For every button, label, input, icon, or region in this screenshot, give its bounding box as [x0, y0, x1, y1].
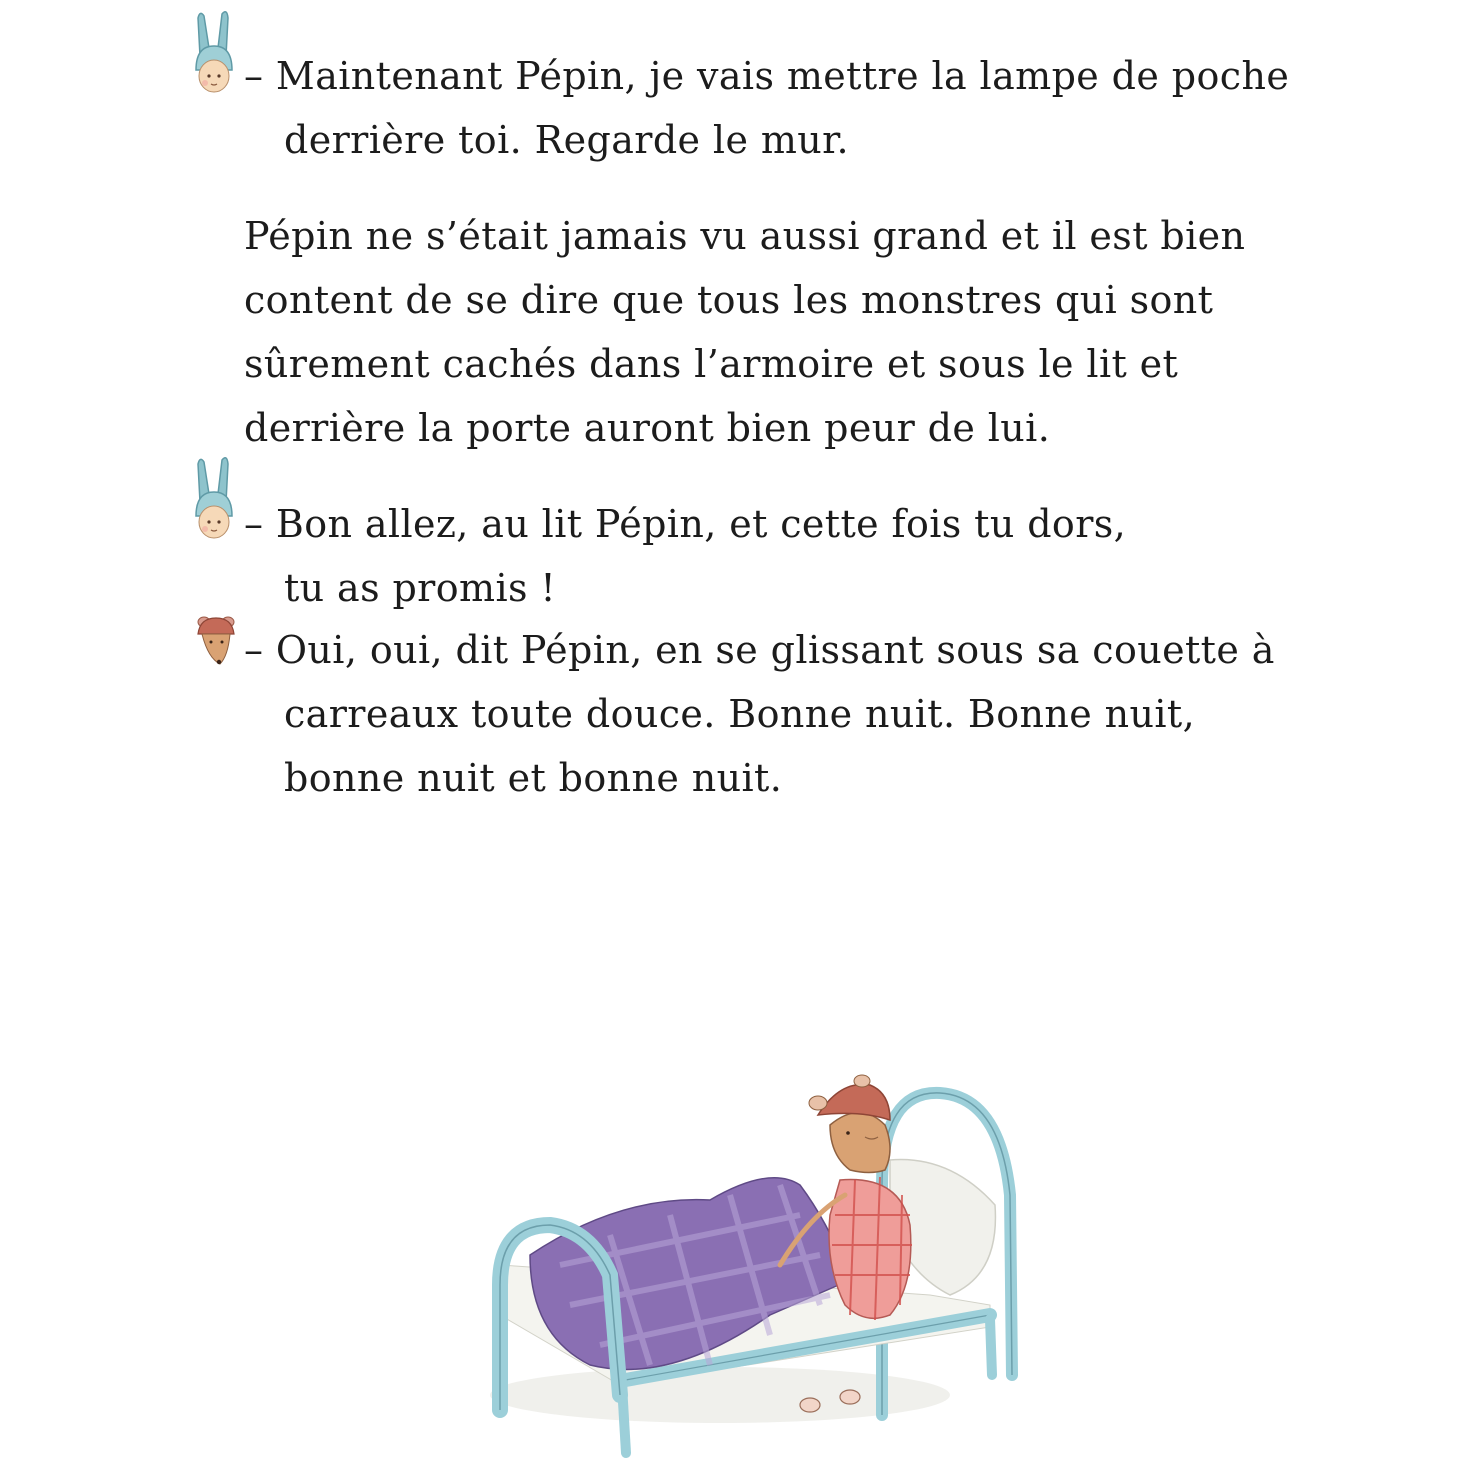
narration-line-3: sûrement cachés dans l’armoire et sous le lit et: [244, 342, 1179, 386]
dialogue-3-line-1: – Oui, oui, dit Pépin, en se glissant sous sa couette à: [244, 628, 1275, 672]
blue-bunny-hat-child-icon: [190, 6, 238, 96]
narration-line-4: derrière la porte auront bien peur de lui.: [244, 406, 1051, 450]
dialogue-1-line-1: – Maintenant Pépin, je vais mettre la lampe de poche: [244, 54, 1290, 98]
red-hat-mouse-pepin-icon: [194, 612, 238, 666]
mouse-in-bed-illustration: [470, 1065, 1030, 1465]
dialogue-2-line-1: – Bon allez, au lit Pépin, et cette fois tu dors,: [244, 502, 1127, 546]
narration-line-1: Pépin ne s’était jamais vu aussi grand et il est bien: [244, 214, 1246, 258]
dialogue-3-line-3: bonne nuit et bonne nuit.: [284, 756, 783, 800]
narration-line-2: content de se dire que tous les monstres qui sont: [244, 278, 1214, 322]
dialogue-2-line-2: tu as promis !: [284, 566, 557, 610]
dialogue-3-line-2: carreaux toute douce. Bonne nuit. Bonne nuit,: [284, 692, 1196, 736]
blue-bunny-hat-child-icon: [190, 452, 238, 544]
dialogue-1-line-2: derrière toi. Regarde le mur.: [284, 118, 850, 162]
